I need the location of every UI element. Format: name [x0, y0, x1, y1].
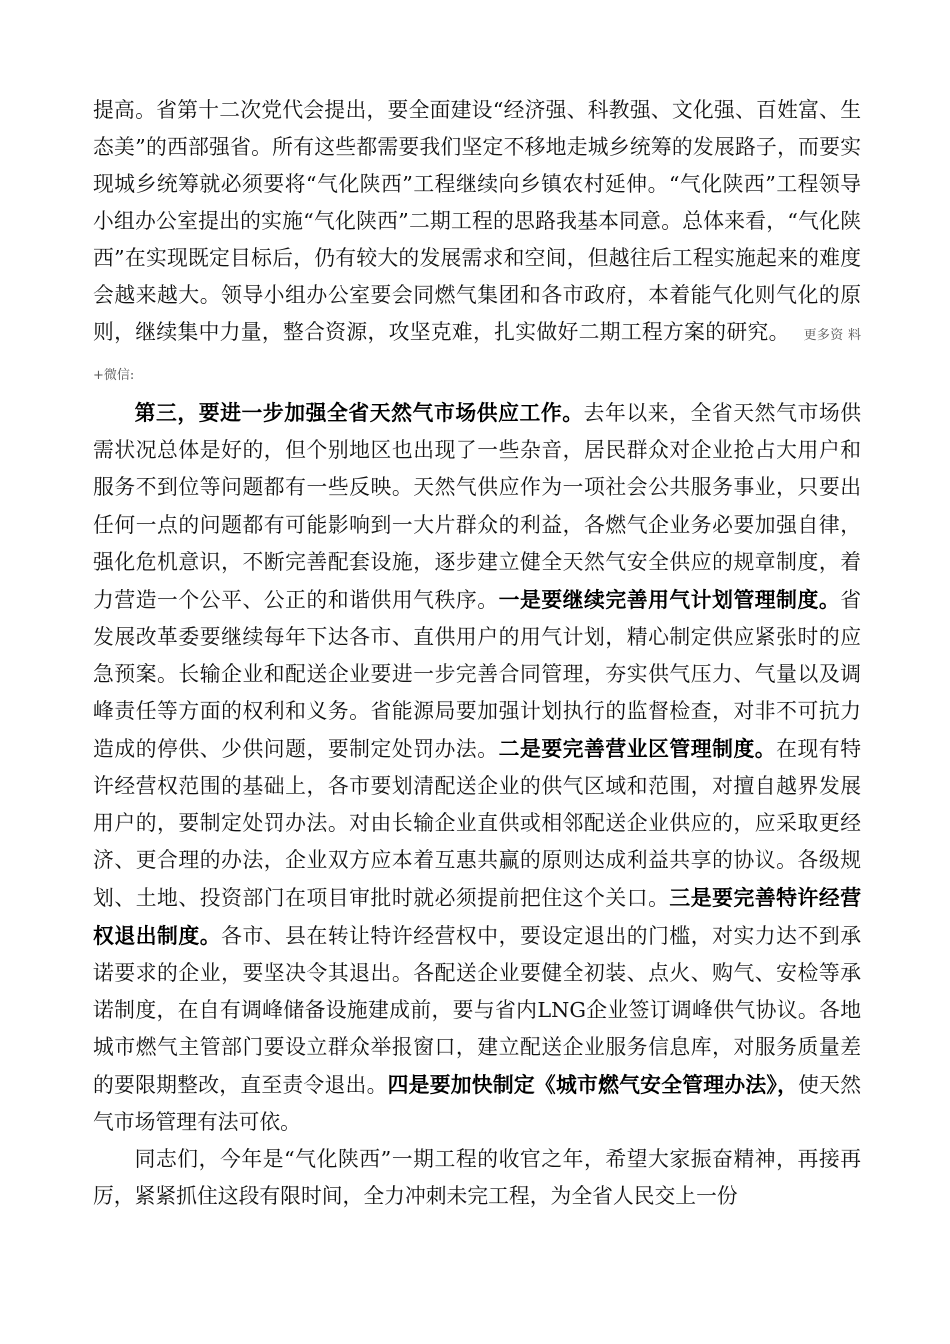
paragraph-3-text: 同志们，今年是“气化陕西”一期工程的收官之年，希望大家振奋精神，再接再厉，紧紧抓住这段有限时间，全力冲刺未完工程，为全省人民交上一份: [93, 1147, 861, 1209]
paragraph-1-text: 提高。省第十二次党代会提出，要全面建设“经济强、科教强、文化强、百姓富、生态美”的西部强省。所有这些都需要我们坚定不移地走城乡统筹的发展路子，而要实现城乡统筹就必须要将“气化陕西”工程继续向乡镇农村延伸。“气化陕西”工程领导小组办公室提出的实施“气化陕西”二期工程的思路我基本同意。总体来看，“气化陕西”在实现既定目标后，仍有较大的发展需求和空间，但越往后工程实施起来的难度会越来越大。领导小组办公室要会同燃气集团和各市政府，本着能气化则气化的原则，继续集中力量，整合资源，攻坚克难，扎实做好二期工程方案的研究。: [93, 98, 861, 345]
point-one-heading: 一是要继续完善用气计划管理制度。: [498, 586, 841, 612]
point-three-heading: 三是要完善特许经营权退出制度。: [93, 884, 862, 949]
document-page: [93, 92, 861, 1215]
section-heading-third: 第三，要进一步加强全省天然气市场供应工作。: [134, 400, 584, 426]
paragraph-2-text-4: 各市、县在转让特许经营权中，要设定退出的门槛，对实力达不到承诺要求的企业，要坚决令其退出。各配送企业要健全初装、点火、购气、安检等承诺制度，在自有调峰储备设施建成前，要与省内LNG企业签订调峰供气协议。各地城市燃气主管部门要设立群众举报窗口，建立配送企业服务信息库，对服务质量差的要限期整改，直至责令退出。: [93, 924, 861, 1098]
point-four-heading: 四是要加快制定《城市燃气安全管理办法》，: [387, 1072, 799, 1098]
paragraph-2-text-2: 省发展改革委要继续每年下达各市、直供用户的用气计划，精心制定供应紧张时的应急预案。长输企业和配送企业要进一步完善合同管理，夯实供气压力、气量以及调峰责任等方面的权利和义务。省能源局要加强计划执行的监督检查，对非不可抗力造成的停供、少供问题，要制定处罚办法。: [93, 587, 861, 761]
paragraph-2-text-3: 在现有特许经营权范围的基础上，各市要划清配送企业的供气区域和范围，对擅自越界发展用户的，要制定处罚办法。对由长输企业直供或相邻配送企业供应的，应采取更经济、更合理的办法，企业双方应本着互惠共赢的原则达成利益共享的协议。各级规划、土地、投资部门在项目审批时就必须提前把住这个关口。: [93, 736, 861, 910]
point-two-heading: 二是要完善营业区管理制度。: [498, 735, 777, 761]
paragraph-1: [93, 92, 861, 394]
paragraph-2-text-5: 使天然气市场管理有法可依。: [93, 1073, 861, 1135]
paragraph-2: [93, 394, 861, 1141]
promo-watermark-text: 更多资 料+微信:: [93, 328, 861, 384]
paragraph-3: [93, 1141, 861, 1215]
paragraph-2-text-1: 去年以来，全省天然气市场供需状况总体是好的，但个别地区也出现了一些杂音，居民群众对企业抢占大用户和服务不到位等问题都有一些反映。天然气供应作为一项社会公共服务事业，只要出任何一点的问题都有可能影响到一大片群众的利益，各燃气企业务必要加强自律，强化危机意识，不断完善配套设施，逐步建立健全天然气安全供应的规章制度，着力营造一个公平、公正的和谐供用气秩序。: [93, 401, 862, 612]
